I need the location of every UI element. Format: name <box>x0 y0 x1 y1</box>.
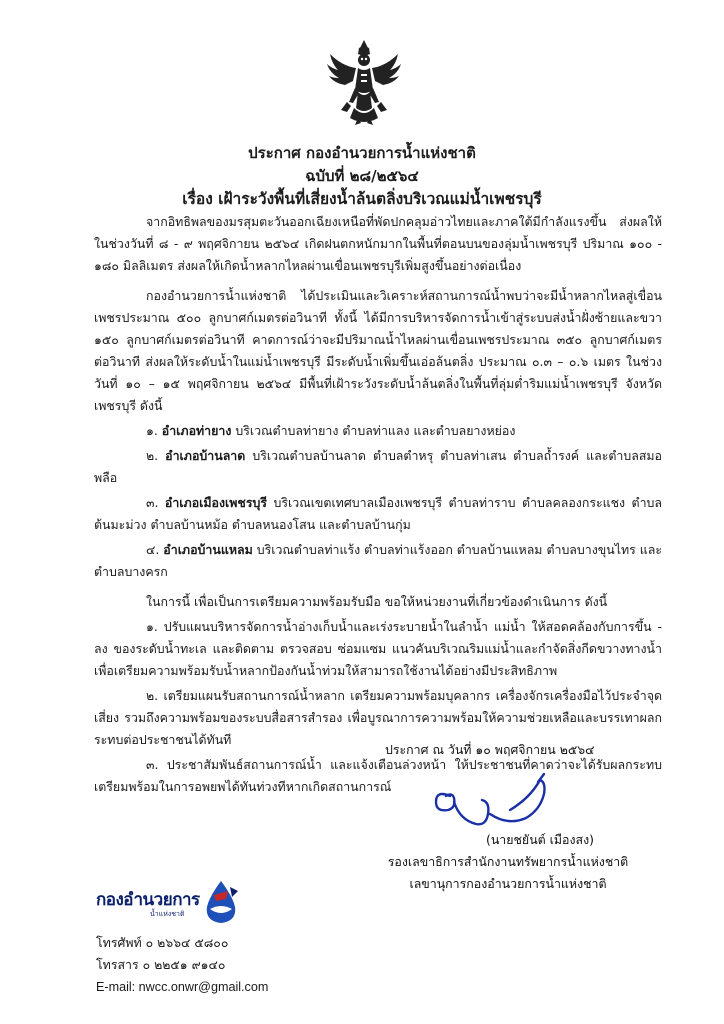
water-logo-icon <box>200 879 242 925</box>
signatory-position-2: เลขานุการกองอำนวยการน้ำแห่งชาติ <box>409 876 607 891</box>
contact-email: E-mail: nwcc.onwr@gmail.com <box>96 980 269 994</box>
list-item-action-3: ๓. ประชาสัมพันธ์สถานการณ์น้ำ และแจ้งเตือนล่วงหน้า ให้ประชาชนที่คาดว่าจะได้รับผลกระทบ เตรียมพร้อมในการอพยพได้ทันท่วงทีหากเกิดสถานการณ์ <box>94 757 662 794</box>
paragraph-intro: ในการนี้ เพื่อเป็นการเตรียมความพร้อมรับมือ ขอให้หน่วยงานที่เกี่ยวข้องดำเนินการ ดังนี้ <box>146 594 608 609</box>
announcement-issuer: ประกาศ กองอำนวยการน้ำแห่งชาติ <box>248 144 476 162</box>
announcement-subject: เรื่อง เฝ้าระวังพื้นที่เสี่ยงน้ำล้นตลิ่งบริเวณแม่น้ำเพชรบุรี <box>182 190 542 208</box>
signatory-position-1: รองเลขาธิการสำนักงานทรัพยากรน้ำแห่งชาติ <box>387 854 629 869</box>
agency-logo <box>92 877 242 927</box>
list-item-area-3: ๓. อำเภอเมืองเพชรบุรี บริเวณเขตเทศบาลเมืองเพชรบุรี ตำบลท่าราบ ตำบลคลองกระแชง ตำบลต้นมะม่วง ตำบลบ้านหม้อ ตำบลหนองโสน และตำบลบ้านกุ่ม <box>94 495 662 532</box>
logo-subtext: น้ำแห่งชาติ <box>150 910 185 918</box>
garuda-emblem-icon <box>325 38 403 126</box>
list-item-area-2: ๒. อำเภอบ้านลาด บริเวณตำบลบ้านลาด ตำบลตำหรุ ตำบลท่าเสน ตำบลถ้ำรงค์ และตำบลสมอพลือ <box>94 448 662 485</box>
contact-phone: โทรศัพท์ ๐ ๒๖๖๔ ๕๘๐๐ <box>96 935 229 950</box>
logo-text: กองอำนวยการ <box>96 890 200 910</box>
announcement-number: ฉบับที่ ๒๘/๒๕๖๔ <box>305 167 419 185</box>
list-item-action-2: ๒. เตรียมแผนรับสถานการณ์น้ำหลาก เตรียมความพร้อมบุคลากร เครื่องจักรเครื่องมือไว้ประจำจุดเสี่ยง รวมถึงความพร้อมของระบบสื่อสารสำรอง เพื่อบูรณาการความพร้อมให้ความช่วยเหลือและบรรเทาผลกระทบต่อประชาชนได้ทันที <box>94 688 662 747</box>
list-item-area-4: ๔. อำเภอบ้านแหลม บริเวณตำบลท่าแร้ง ตำบลท่าแร้งออก ตำบลบ้านแหลม ตำบลบางขุนไทร และตำบลบางครก <box>94 542 662 579</box>
signature-icon <box>428 768 578 834</box>
list-item-area-1: ๑. อำเภอท่ายาง บริเวณตำบลท่ายาง ตำบลท่าแลง และตำบลยางหย่อง <box>146 423 516 438</box>
list-item-action-1: ๑. ปรับแผนบริหารจัดการน้ำอ่างเก็บน้ำและเร่งระบายน้ำในลำน้ำ แม่น้ำ ให้สอดคล้องกับการขึ้น - ลง ของระดับน้ำทะเล และติดตาม ตรวจสอบ ซ่อมแซม แนวคันบริเวณริมแม่น้ำและกำจัดสิ่งกีดขวางทางน้ำ เพื่อเตรียมความพร้อมรับน้ำหลากป้องกันน้ำท่วมให้สามารถใช้งานได้อย่างมีประสิทธิภาพ <box>94 619 662 678</box>
paragraph-background: จากอิทธิพลของมรสุมตะวันออกเฉียงเหนือที่พัดปกคลุมอ่าวไทยและภาคใต้มีกำลังแรงขึ้น ส่งผลให้ในช่วงวันที่ ๘ - ๙ พฤศจิกายน ๒๕๖๔ เกิดฝนตกหนักมากในพื้นที่ตอนบนของลุ่มน้ำเพชรบุรี ปริมาณ ๑๐๐ - ๑๘๐ มิลลิเมตร ส่งผลให้เกิดน้ำหลากไหลผ่านเขื่อนเพชรบุรีเพิ่มสูงขึ้นอย่างต่อเนื่อง <box>94 214 662 273</box>
paragraph-assessment: กองอำนวยการน้ำแห่งชาติ ได้ประเมินและวิเคราะห์สถานการณ์น้ำพบว่าจะมีน้ำหลากไหลสู่เขื่อนเพชรประมาณ ๕๐๐ ลูกบาศก์เมตรต่อวินาที ทั้งนี้ ได้มีการบริหารจัดการน้ำเข้าสู่ระบบส่งน้ำฝั่งซ้ายและขวา ๑๕๐ ลูกบาศก์เมตรต่อวินาที คาดการณ์ว่าจะมีปริมาณน้ำไหลผ่านเขื่อนเพชรประมาณ ๓๕๐ ลูกบาศก์เมตรต่อวินาที ส่งผลให้ระดับน้ำในแม่น้ำเพชรบุรี มีระดับน้ำเพิ่มขึ้นเอ่อล้นตลิ่ง ประมาณ ๐.๓ – ๐.๖ เมตร ในช่วงวันที่ ๑๐ – ๑๕ พฤศจิกายน ๒๕๖๔ มีพื้นที่เฝ้าระวังระดับน้ำล้นตลิ่งในพื้นที่ลุ่มต่ำริมแม่น้ำเพชรบุรี จังหวัดเพชรบุรี ดังนี้ <box>94 288 662 413</box>
announcement-body <box>94 211 662 798</box>
signatory-name: (นายชยันต์ เมืองสง) <box>486 832 594 847</box>
announcement-date: ประกาศ ณ วันที่ ๑๐ พฤศจิกายน ๒๕๖๔ <box>385 742 595 757</box>
contact-fax: โทรสาร ๐ ๒๒๕๑ ๙๑๔๐ <box>96 957 226 972</box>
